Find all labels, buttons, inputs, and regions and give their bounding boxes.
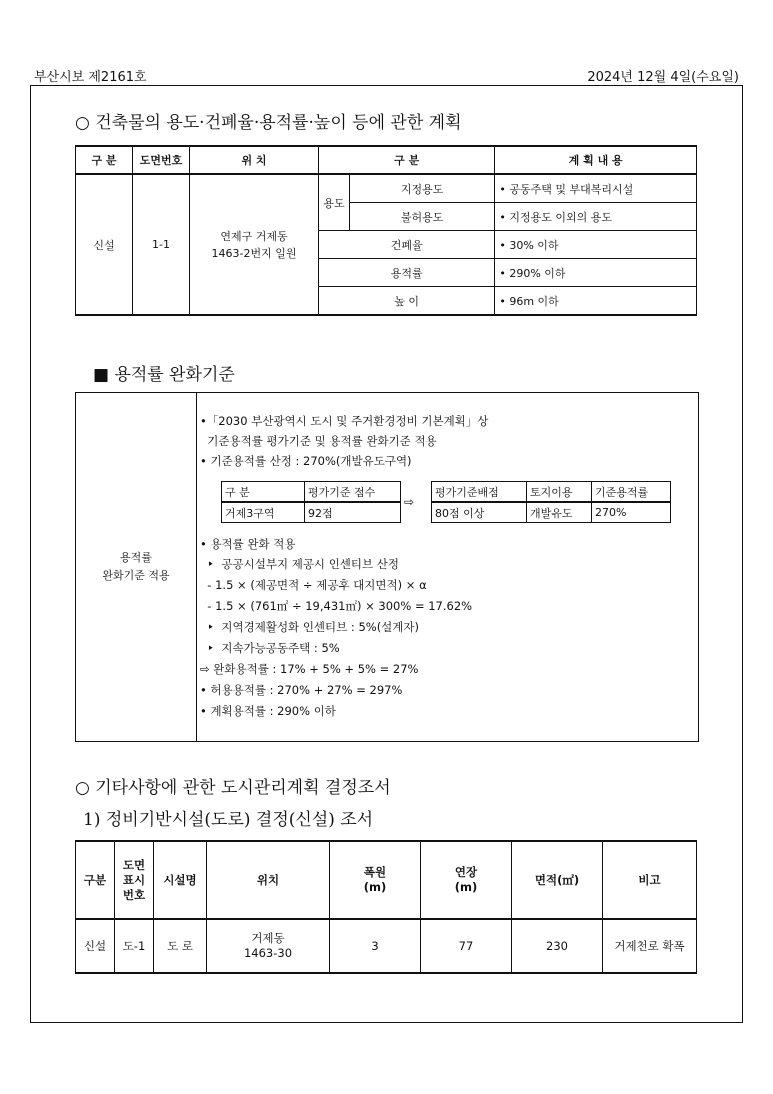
criteria-table-header: 평가기준배점 [432,482,527,503]
section3-subtitle: 1) 정비기반시설(도로) 결정(신설) 조서 [83,810,374,830]
drawing-no-cell: 1-1 [133,174,190,315]
row-content: • 공동주택 및 부대복리시설 [495,174,697,203]
far-relaxation-label-cell [76,393,197,741]
table-cell: 도-1 [115,919,154,973]
row-content: • 290% 이하 [495,259,697,287]
row-label: 용적률 [319,259,495,287]
text-line: ⇨ 완화용적률 : 17% + 5% + 5% = 27% [200,662,419,676]
criteria-table [431,481,671,523]
far-relaxation-box [75,392,699,742]
text-line: ‣ 지역경제활성화 인센티브 : 5%(설계자) [200,620,419,634]
criteria-table-value: 270% [592,502,671,523]
score-table-header: 구 분 [222,482,305,503]
criteria-table-header: 기준용적률 [592,482,671,503]
row-content: • 지정용도 이외의 용도 [495,203,697,231]
text-line: - 1.5 × (제공면적 ÷ 제공후 대지면적) × α [200,578,427,592]
score-table-value: 92점 [305,502,401,523]
bulletin-title: 부산시보 제2161호 [34,70,147,85]
col-header: 연장 (m) [421,841,512,919]
bulletin-date: 2024년 12월 4일(수요일) [587,70,739,85]
row-label: 건폐율 [319,231,495,259]
text-line: ‣ 지속가능공동주택 : 5% [200,641,340,655]
col-header: 면적(㎡) [512,841,603,919]
criteria-table-header: 토지이용 [527,482,592,503]
score-table-value: 거제3구역 [222,502,305,523]
col-header: 비고 [603,841,697,919]
location-line2: 1463-2번지 일원 [211,246,297,260]
table-cell: 신설 [76,919,115,973]
col-header-division: 구 분 [76,146,133,174]
table-cell: 230 [512,919,603,973]
section3-title: ○ 기타사항에 관한 도시관리계획 결정조서 [75,778,391,798]
table-cell: 3 [330,919,421,973]
row-content: • 96m 이하 [495,287,697,316]
table-cell: 거제동 1463-30 [207,919,330,973]
row-content: • 30% 이하 [495,231,697,259]
location-cell [190,174,319,315]
use-label-cell: 용도 [319,174,350,231]
location-line1: 연제구 거제동 [220,229,288,243]
section1-title: ○ 건축물의 용도·건폐율·용적률·높이 등에 관한 계획 [75,113,462,133]
col-header-plan-content: 계 획 내 용 [495,146,697,174]
score-table-header: 평가기준 점수 [305,482,401,503]
text-line: • 허용용적률 : 270% + 27% = 297% [200,683,403,697]
section2-title: ■ 용적률 완화기준 [93,365,235,385]
division-cell: 신설 [76,174,133,315]
row-label: 불허용도 [350,203,495,231]
col-header-location: 위 치 [190,146,319,174]
text-line: • 용적률 완화 적용 [200,537,296,551]
score-table [221,481,401,523]
far-label-line1: 용적률 [120,551,152,564]
text-line: 기준용적률 평가기준 및 용적률 완화기준 적용 [200,434,437,448]
table-cell: 거제천로 확폭 [603,919,697,973]
col-header: 위치 [207,841,330,919]
text-line: • 계획용적률 : 290% 이하 [200,704,336,718]
road-decision-table [75,840,697,974]
col-header-drawing-no: 도면번호 [133,146,190,174]
text-line: • 기준용적률 산정 : 270%(개발유도구역) [200,454,412,468]
text-line: •「2030 부산광역시 도시 및 주거환경정비 기본계획」상 [200,414,489,428]
building-plan-table [75,145,697,316]
criteria-table-value: 개발유도 [527,502,592,523]
col-header [76,841,115,919]
col-header-text: 구분 [83,873,107,887]
table-cell: 77 [421,919,512,973]
row-label: 높 이 [319,287,495,316]
text-line: - 1.5 × (761㎡ ÷ 19,431㎡) × 300% = 17.62% [200,599,473,613]
text-line: ‣ 공공시설부지 제공시 인센티브 산정 [200,557,400,571]
col-header: 도면 표시 번호 [115,841,154,919]
arrow-icon: ⇨ [404,495,415,509]
table-cell: 도 로 [154,919,207,973]
col-header-category: 구 분 [319,146,495,174]
col-header: 폭원 (m) [330,841,421,919]
far-label-line2: 완화기준 적용 [102,569,170,582]
row-label: 지정용도 [350,174,495,203]
criteria-table-value: 80점 이상 [432,502,527,523]
col-header: 시설명 [154,841,207,919]
